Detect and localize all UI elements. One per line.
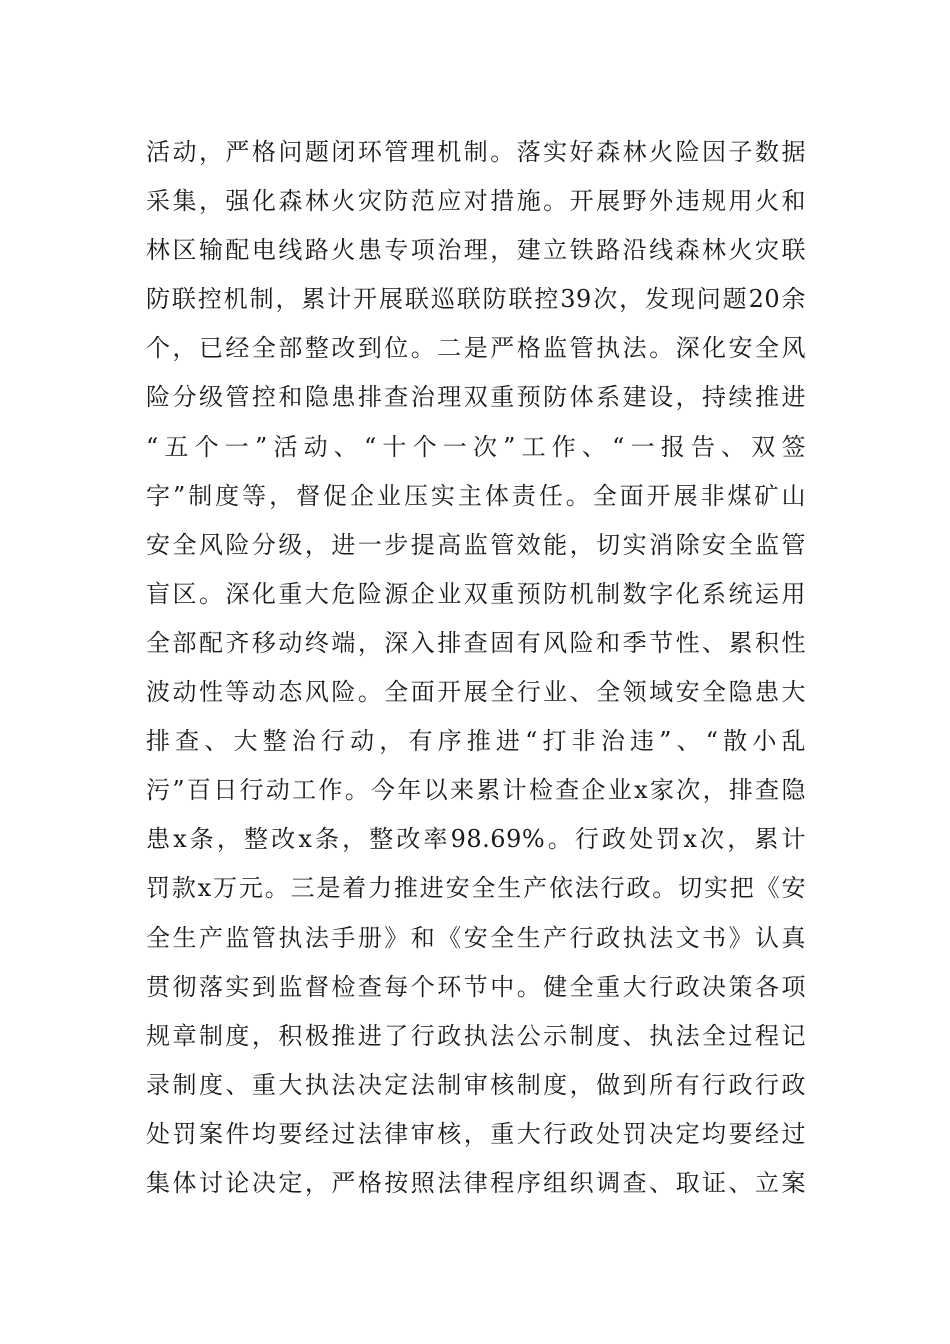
text-line: 全生产监管执法手册》和《安全生产行政执法文书》认真	[146, 923, 806, 952]
text-line: 患x条，整改x条，整改率98.69%。行政处罚x次，累计	[146, 825, 806, 854]
text-line: 采集，强化森林火灾防范应对措施。开展野外违规用火和	[146, 187, 806, 216]
text-line: 盲区。深化重大危险源企业双重预防机制数字化系统运用	[146, 579, 806, 608]
text-line: 处罚案件均要经过法律审核，重大行政处罚决定均要经过	[146, 1119, 806, 1148]
text-line: 集体讨论决定，严格按照法律程序组织调查、取证、立案	[146, 1168, 806, 1197]
text-line: 全部配齐移动终端，深入排查固有风险和季节性、累积性	[146, 628, 806, 657]
text-line: 险分级管控和隐患排查治理双重预防体系建设，持续推进	[146, 383, 806, 412]
text-line: 活动，严格问题闭环管理机制。落实好森林火险因子数据	[146, 138, 806, 166]
text-line: 录制度、重大执法决定法制审核制度，做到所有行政行政	[146, 1070, 806, 1099]
text-line: 字”制度等，督促企业压实主体责任。全面开展非煤矿山	[146, 481, 806, 510]
text-line: 污”百日行动工作。今年以来累计检查企业x家次，排查隐	[146, 776, 806, 805]
text-line: 排查、大整治行动，有序推进“打非治违”、“散小乱	[146, 727, 806, 756]
text-line: 贯彻落实到监督检查每个环节中。健全重大行政决策各项	[146, 972, 806, 1001]
text-line: 波动性等动态风险。全面开展全行业、全领域安全隐患大	[146, 678, 806, 707]
text-line: 罚款x万元。三是着力推进安全生产依法行政。切实把《安	[146, 874, 806, 903]
text-line: 防联控机制，累计开展联巡联防联控39次，发现问题20余	[146, 285, 806, 314]
text-line: 林区输配电线路火患专项治理，建立铁路沿线森林火灾联	[146, 236, 806, 265]
body-paragraph	[146, 128, 806, 1208]
text-line: 规章制度，积极推进了行政执法公示制度、执法全过程记	[146, 1021, 806, 1050]
text-line: “五个一”活动、“十个一次”工作、“一报告、双签	[146, 432, 806, 461]
text-line: 个，已经全部整改到位。二是严格监管执法。深化安全风	[146, 334, 806, 363]
text-line: 安全风险分级，进一步提高监管效能，切实消除安全监管	[146, 530, 806, 559]
